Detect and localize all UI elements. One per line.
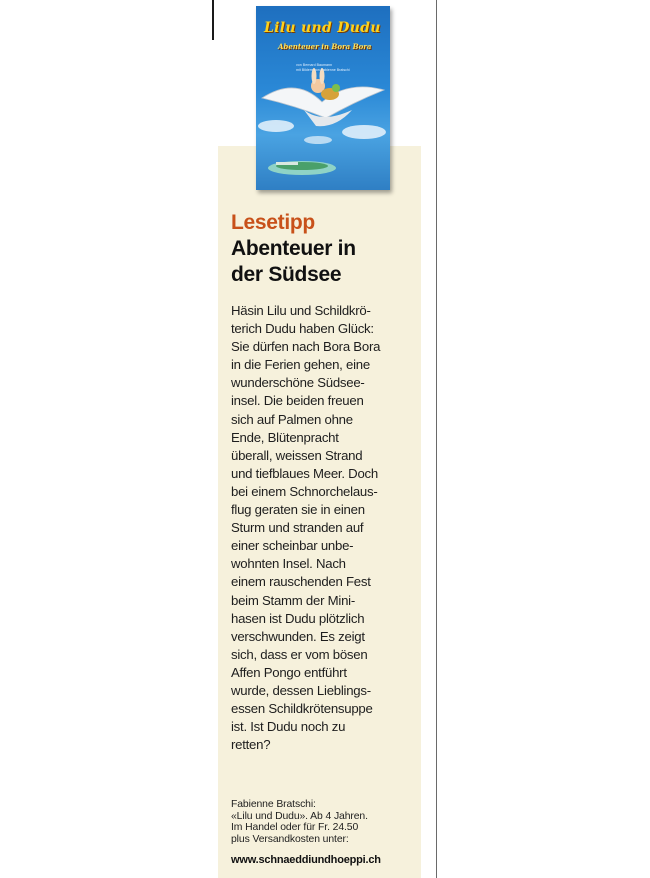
body-line: Affen Pongo entführt: [231, 664, 347, 680]
headline-line: Abenteuer in: [231, 237, 356, 260]
body-line: Ende, Blütenpracht: [231, 429, 339, 445]
body-line: sich, dass er vom bösen: [231, 646, 368, 662]
body-line: beim Stamm der Mini-: [231, 592, 355, 608]
body-line: Häsin Lilu und Schildkrö-: [231, 303, 371, 318]
column-rule-right: [436, 0, 437, 878]
article-headline: [231, 236, 415, 288]
body-line: bei einem Schnorchelaus-: [231, 483, 378, 499]
article-body: [231, 302, 415, 754]
book-cover-illustrator-line: mit Bildern von Fabienne Bratschi: [296, 68, 350, 72]
body-line: Sie dürfen nach Bora Bora: [231, 339, 381, 355]
book-cover-author: [296, 63, 386, 73]
body-line: einer scheinbar unbe-: [231, 538, 354, 554]
body-line: Sturm und stranden auf: [231, 520, 364, 536]
book-cover-image: [256, 6, 390, 190]
body-line: und tiefblaues Meer. Doch: [231, 465, 378, 481]
body-line: einem rauschenden Fest: [231, 574, 371, 590]
body-line: wunderschöne Südsee-: [231, 375, 365, 391]
shop-url-link[interactable]: www.schnaeddiundhoeppi.ch: [231, 854, 381, 866]
book-cover-subtitle: Abenteuer in Bora Bora: [278, 42, 372, 51]
body-line: flug geraten sie in einen: [231, 502, 365, 518]
book-info-line: Im Handel oder für Fr. 24.50: [231, 822, 359, 834]
body-line: essen Schildkrötensuppe: [231, 701, 373, 717]
body-line: insel. Die beiden freuen: [231, 393, 364, 409]
body-line: überall, weissen Strand: [231, 447, 363, 463]
book-cover-title: Lilu und Dudu: [264, 20, 381, 36]
headline-line: der Südsee: [231, 263, 342, 286]
body-line: sich auf Palmen ohne: [231, 411, 353, 427]
article-kicker: Lesetipp: [231, 211, 315, 234]
book-cover-author-line: von Bernard Baumann: [296, 63, 332, 67]
body-line: retten?: [231, 737, 271, 753]
body-line: wurde, dessen Lieblings-: [231, 682, 371, 698]
body-line: hasen ist Dudu plötzlich: [231, 610, 365, 626]
body-line: wohnten Insel. Nach: [231, 556, 346, 572]
body-line: ist. Ist Dudu noch zu: [231, 719, 346, 735]
book-info: [231, 799, 415, 845]
body-line: in die Ferien gehen, eine: [231, 357, 370, 373]
book-info-line: «Lilu und Dudu». Ab 4 Jahren.: [231, 810, 368, 822]
book-info-line: Fabienne Bratschi:: [231, 799, 316, 810]
book-info-line: plus Versandkosten unter:: [231, 833, 349, 845]
body-line: verschwunden. Es zeigt: [231, 628, 365, 644]
column-rule-left: [212, 0, 214, 40]
body-line: terich Dudu haben Glück:: [231, 321, 374, 337]
